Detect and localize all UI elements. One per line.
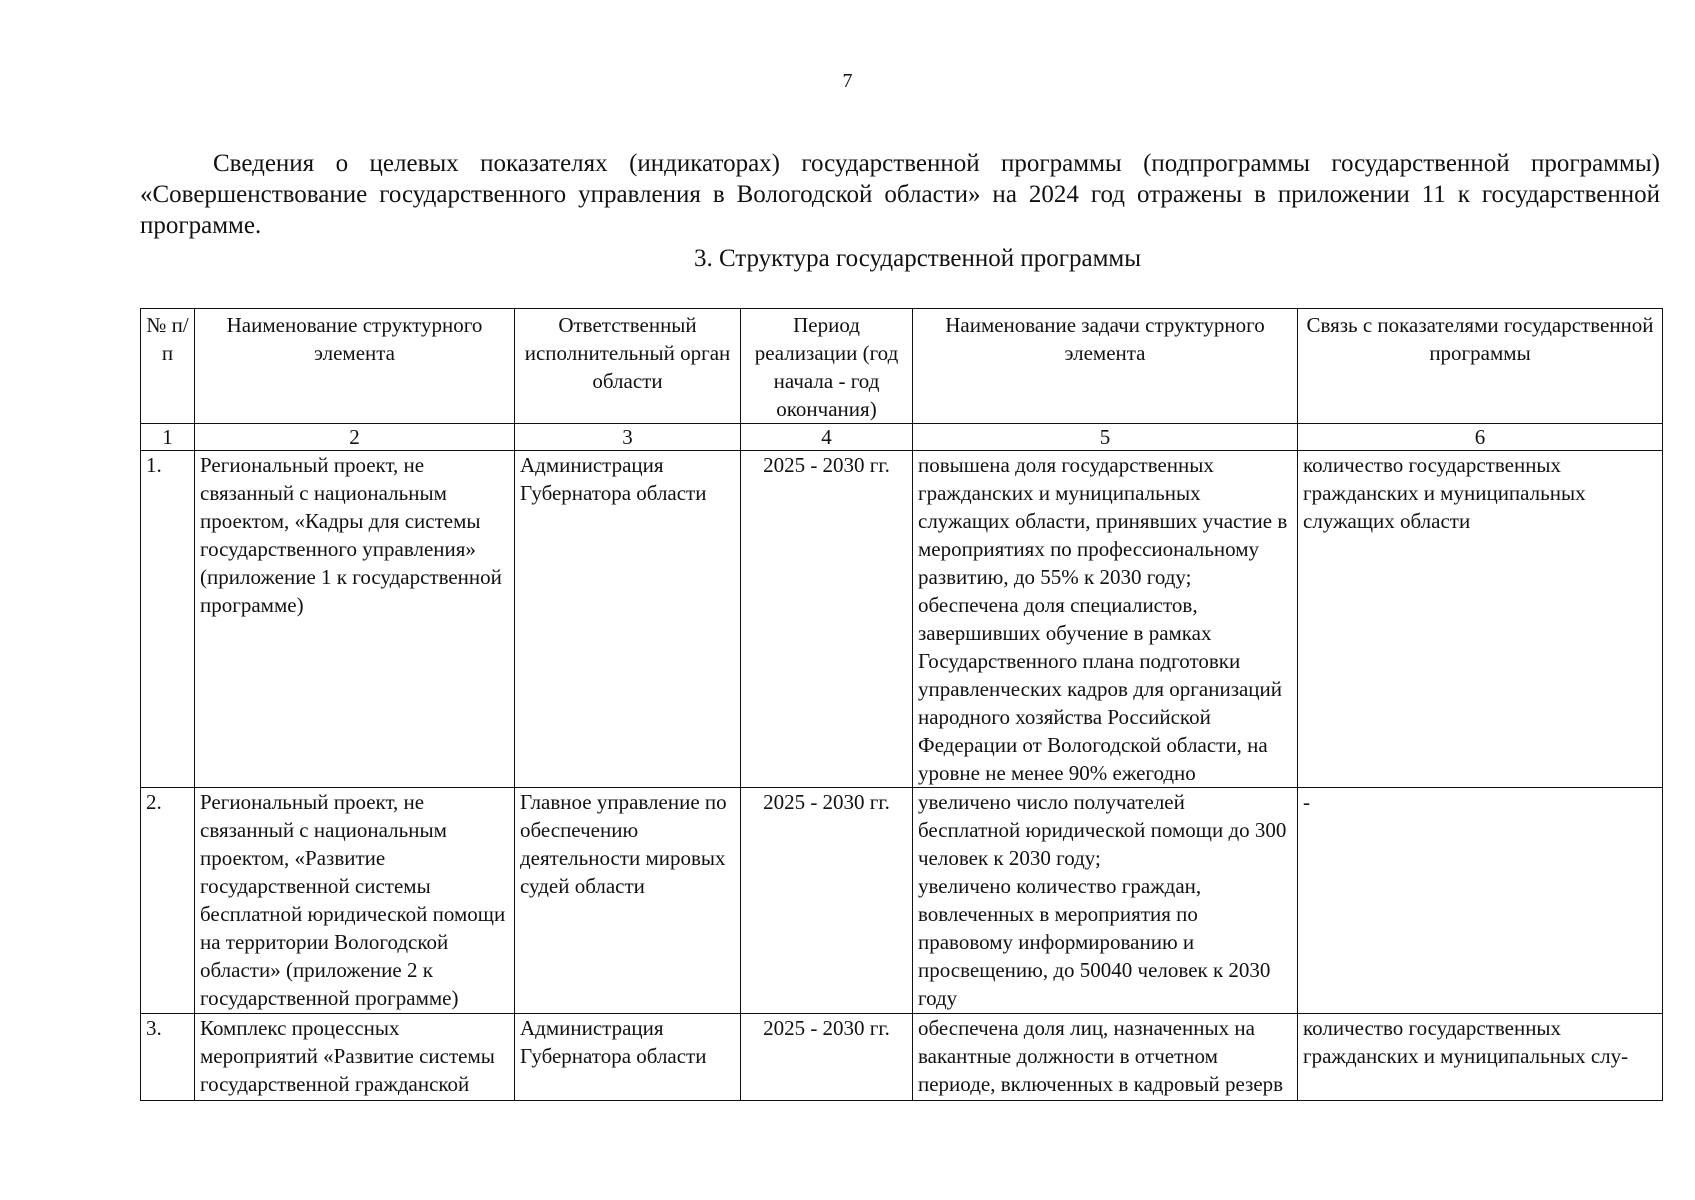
header-executor: Ответственный исполнительный орган области [515, 309, 741, 424]
column-number: 1 [141, 424, 195, 451]
column-numbers-row [141, 424, 1663, 451]
row-number-text: 3. [146, 1016, 162, 1040]
executor: Администрация Губернатора области [515, 451, 741, 788]
column-number: 2 [195, 424, 515, 451]
task-item: повышена доля государственных гражданских и муниципальных служащих области, принявших участие в мероприятиях по профессиональному развитию, до 55% к 2030 году; [918, 453, 1288, 589]
table-header-row [141, 309, 1663, 424]
header-element-name: Наименование структурного элемента [195, 309, 515, 424]
column-number: 5 [913, 424, 1298, 451]
header-indicators: Связь с показателями государственной программы [1298, 309, 1663, 424]
task-item: увеличено количество граждан, вовлеченных в мероприятия по правовому информированию и просвещению, до 50040 человек к 2030 году [918, 874, 1271, 1010]
element-name [195, 1014, 515, 1101]
executor-text: Администрация Губернатора области [520, 1016, 707, 1068]
period-text: 2025 - 2030 гг. [763, 1016, 890, 1040]
column-number: 4 [741, 424, 913, 451]
section-title: 3. Структура государственной программы [693, 245, 1142, 272]
indicators: количество государственных гражданских и муниципальных служащих области [1298, 451, 1663, 788]
task-item: обеспечена доля специалистов, завершивших обучение в рамках Государственного плана подготовки управленческих кадров для организаций народного хозяйства Российской Федерации от Вологодской области, на уровне не менее 90% ежегодно [918, 593, 1283, 785]
period: 2025 - 2030 гг. [741, 451, 913, 788]
tasks [913, 788, 1298, 1014]
row-number: 2. [141, 788, 195, 1014]
indicators-text: количество государственных гражданских и муниципальных слу- [1303, 1016, 1629, 1068]
period: 2025 - 2030 гг. [741, 788, 913, 1014]
table-row [141, 788, 1663, 1014]
task-item: увеличено число получателей бесплатной юридической помощи до 300 человек к 2030 году; [918, 790, 1287, 870]
table-row [141, 451, 1663, 788]
header-period: Период реализации (год начала - год окончания) [741, 309, 913, 424]
element-name-text: Комплекс процессных мероприятий «Развитие системы государственной гражданской [200, 1016, 495, 1096]
executor: Главное управление по обеспечению деятельности мировых судей области [515, 788, 741, 1014]
header-task: Наименование задачи структурного элемента [913, 309, 1298, 424]
header-number: № п/п [141, 309, 195, 424]
row-number [141, 1014, 195, 1101]
indicators [1298, 1014, 1663, 1101]
structure-table [140, 308, 1663, 1101]
intro-paragraph: Сведения о целевых показателях (индикаторах) государственной программы (подпрограммы государственной программы) «Совершенствование государственного управления в Вологодской области» на 2024 год отражены в приложении 11 к государственной программе. [140, 150, 1660, 239]
column-number: 6 [1298, 424, 1663, 451]
column-number: 3 [515, 424, 741, 451]
executor [515, 1014, 741, 1101]
table-row [141, 1014, 1663, 1101]
period [741, 1014, 913, 1101]
tasks [913, 1014, 1298, 1101]
task-item: обеспечена доля лиц, назначенных на вакантные должности в отчетном периоде, включенных в кадровый резерв [918, 1016, 1284, 1096]
row-number: 1. [141, 451, 195, 788]
indicators: - [1298, 788, 1663, 1014]
tasks [913, 451, 1298, 788]
element-name: Региональный проект, не связанный с национальным проектом, «Развитие государственной системы бесплатной юридической помощи на территории Вологодской области» (приложение 2 к государственной программе) [195, 788, 515, 1014]
page-number: 7 [842, 70, 853, 92]
element-name: Региональный проект, не связанный с национальным проектом, «Кадры для системы государственного управления» (приложение 1 к государственной программе) [195, 451, 515, 788]
